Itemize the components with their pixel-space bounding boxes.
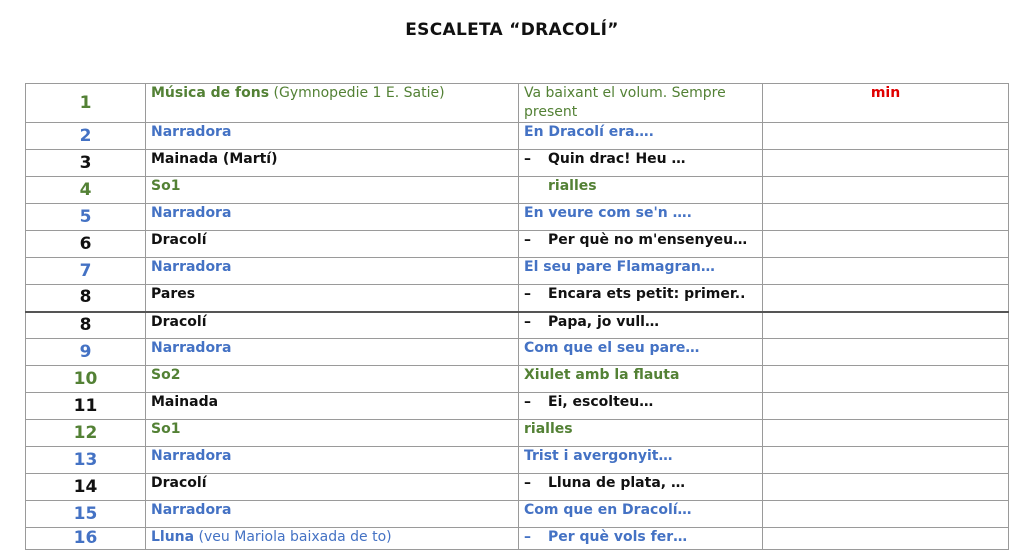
row-number: 5: [26, 204, 146, 231]
line-cell: [519, 447, 763, 474]
role-cell: [146, 447, 519, 474]
role-name: Dracolí: [151, 232, 207, 248]
role-name: Narradora: [151, 205, 232, 221]
role-name: Dracolí: [151, 475, 207, 491]
row-number: 13: [26, 447, 146, 474]
role-name: Mainada (Martí): [151, 151, 278, 167]
min-cell: [763, 204, 1009, 231]
min-cell: [763, 231, 1009, 258]
line-text: Quin drac! Heu …: [548, 151, 686, 167]
min-cell: [763, 528, 1009, 550]
table-row: [26, 501, 1009, 528]
line-cell: [519, 285, 763, 312]
line-text: En Dracolí era….: [524, 124, 654, 140]
line-cell: [519, 366, 763, 393]
line-text: Papa, jo vull…: [548, 313, 659, 330]
row-number: 15: [26, 501, 146, 528]
role-cell: [146, 393, 519, 420]
role-cell: [146, 177, 519, 204]
row-number: 14: [26, 474, 146, 501]
line-text: Xiulet amb la flauta: [524, 367, 680, 383]
row-number: 2: [26, 123, 146, 150]
line-cell: [519, 339, 763, 366]
line-text: En veure com se'n ….: [524, 205, 692, 221]
row-number: 8: [26, 312, 146, 339]
row-number: 6: [26, 231, 146, 258]
line-cell: [519, 420, 763, 447]
role-note: (veu Mariola baixada de to): [194, 529, 392, 545]
min-cell: [763, 150, 1009, 177]
line-cell: [519, 231, 763, 258]
line-cell: [519, 150, 763, 177]
role-cell: [146, 366, 519, 393]
role-name: Música de fons: [151, 85, 270, 101]
min-cell: [763, 501, 1009, 528]
min-cell: [763, 258, 1009, 285]
line-cell: [519, 312, 763, 339]
min-cell: min: [763, 84, 1009, 123]
line-text: Ei, escolteu…: [548, 394, 654, 410]
line-cell: [519, 84, 763, 123]
role-cell: [146, 258, 519, 285]
role-name: Lluna: [151, 529, 195, 545]
role-cell: [146, 312, 519, 339]
row-number: 9: [26, 339, 146, 366]
line-text: Trist i avergonyit…: [524, 448, 673, 464]
min-cell: [763, 339, 1009, 366]
dialogue-dash: –: [524, 232, 531, 248]
line-text: Per què vols fer…: [548, 529, 688, 545]
min-cell: [763, 123, 1009, 150]
table-row: [26, 177, 1009, 204]
dialogue-dash: –: [524, 151, 531, 167]
min-cell: [763, 177, 1009, 204]
row-number: 1: [26, 84, 146, 123]
role-cell: [146, 339, 519, 366]
role-cell: [146, 123, 519, 150]
page-title: ESCALETA “DRACOLÍ”: [405, 20, 619, 40]
table-row: [26, 231, 1009, 258]
role-name: So2: [151, 367, 181, 383]
table-row: [26, 447, 1009, 474]
role-cell: [146, 84, 519, 123]
min-cell: [763, 420, 1009, 447]
line-text: Per què no m'ensenyeu…: [548, 232, 748, 248]
table-row: [26, 123, 1009, 150]
min-cell: [763, 447, 1009, 474]
dialogue-dash: –: [524, 475, 531, 491]
table-row: [26, 366, 1009, 393]
row-number: 10: [26, 366, 146, 393]
min-cell: [763, 285, 1009, 312]
role-cell: [146, 420, 519, 447]
role-name: Narradora: [151, 259, 232, 275]
line-cell: [519, 474, 763, 501]
row-number: 4: [26, 177, 146, 204]
table-row: [26, 393, 1009, 420]
table-row: [26, 150, 1009, 177]
table-row: [26, 474, 1009, 501]
line-cell: [519, 393, 763, 420]
row-number: 12: [26, 420, 146, 447]
row-number: 3: [26, 150, 146, 177]
table-row: [26, 312, 1009, 339]
role-name: Narradora: [151, 502, 232, 518]
min-cell: [763, 474, 1009, 501]
dialogue-dash: –: [524, 394, 531, 410]
line-cell: [519, 501, 763, 528]
role-cell: [146, 474, 519, 501]
line-text: Encara ets petit: primer..: [548, 286, 746, 302]
line-text: rialles: [548, 178, 597, 194]
role-cell: [146, 501, 519, 528]
line-text: rialles: [524, 421, 573, 437]
role-cell: [146, 528, 519, 550]
table-row: [26, 420, 1009, 447]
table-row: [26, 339, 1009, 366]
table-row: [26, 258, 1009, 285]
role-cell: [146, 150, 519, 177]
line-cell: [519, 258, 763, 285]
role-name: So1: [151, 178, 181, 194]
line-cell: [519, 177, 763, 204]
line-text: Lluna de plata, …: [548, 475, 685, 491]
row-number: 7: [26, 258, 146, 285]
line-cell: [519, 123, 763, 150]
table-row: [26, 204, 1009, 231]
dialogue-dash: –: [524, 313, 531, 330]
min-cell: [763, 312, 1009, 339]
line-text: Com que en Dracolí…: [524, 502, 692, 518]
role-name: Narradora: [151, 448, 232, 464]
row-number: 8: [26, 285, 146, 312]
role-name: Narradora: [151, 340, 232, 356]
line-text: El seu pare Flamagran…: [524, 259, 715, 275]
min-cell: [763, 366, 1009, 393]
role-note: (Gymnopedie 1 E. Satie): [269, 85, 445, 101]
role-name: Mainada: [151, 394, 219, 410]
dialogue-dash: –: [524, 286, 531, 302]
role-cell: [146, 285, 519, 312]
script-rows: [26, 84, 1009, 550]
role-name: Pares: [151, 286, 196, 302]
script-table: [25, 83, 1009, 550]
line-text: Va baixant el volum. Sempre present: [524, 85, 726, 120]
dialogue-dash: –: [524, 529, 531, 545]
row-number: 16: [26, 528, 146, 550]
line-text: Com que el seu pare…: [524, 340, 700, 356]
role-name: So1: [151, 421, 181, 437]
role-cell: [146, 204, 519, 231]
line-cell: [519, 204, 763, 231]
role-name: Narradora: [151, 124, 232, 140]
role-name: Dracolí: [151, 313, 207, 330]
line-cell: [519, 528, 763, 550]
table-row: [26, 528, 1009, 550]
table-row: [26, 285, 1009, 312]
table-row: [26, 84, 1009, 123]
row-number: 11: [26, 393, 146, 420]
min-cell: [763, 393, 1009, 420]
role-cell: [146, 231, 519, 258]
